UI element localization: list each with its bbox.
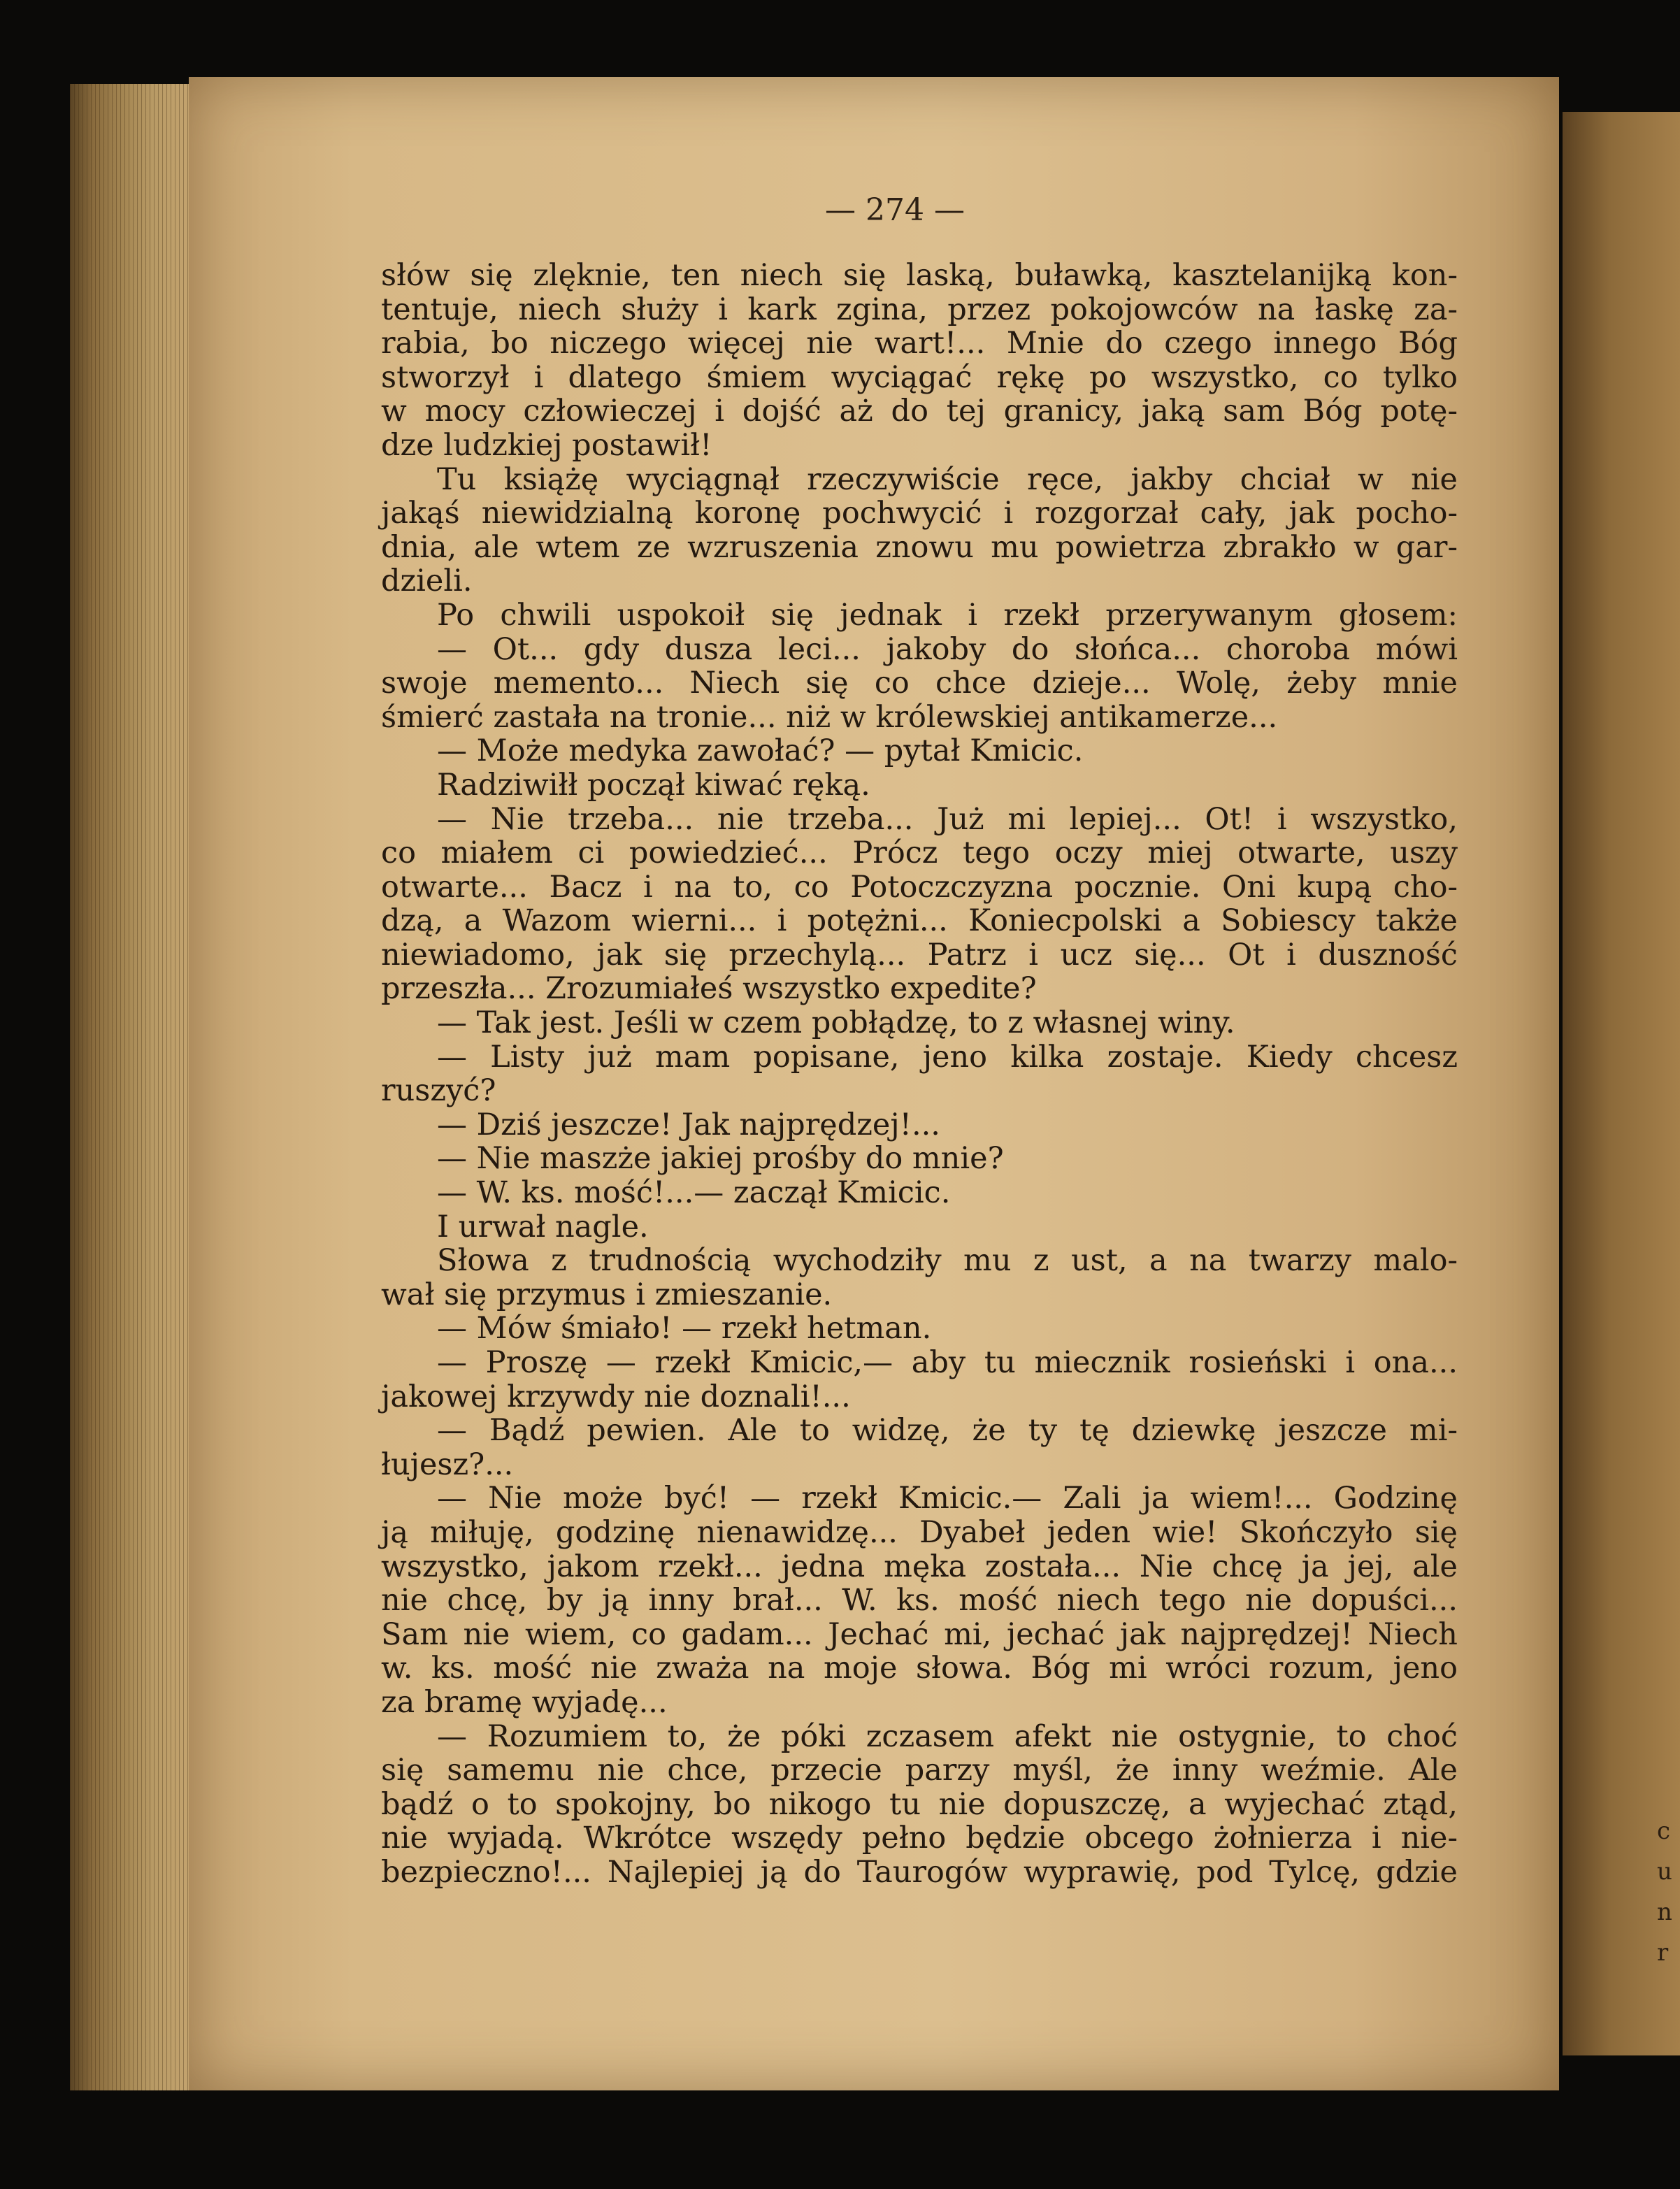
text-line: wał się przymus i zmieszanie. — [381, 1277, 833, 1312]
text-line: — Rozumiem to, że póki zczasem afekt nie ostygnie, to choć — [437, 1718, 1458, 1754]
text-line: — Tak jest. Jeśli w czem pobłądzę, to z własnej winy. — [437, 1005, 1235, 1041]
text-line: nie chcę, by ją inny brał... W. ks. mość niech tego nie dopuści... — [381, 1583, 1458, 1619]
page-number: — 274 — — [825, 192, 965, 228]
text-line: — Listy już mam popisane, jeno kilka zostaje. Kiedy chcesz — [437, 1039, 1458, 1075]
adjacent-page — [1563, 112, 1680, 2055]
text-line: jakąś niewidzialną koronę pochwycić i rozgorzał cały, jak pocho- — [381, 496, 1458, 531]
text-line: się samemu nie chce, przecie parzy myśl, że inny weźmie. Ale — [381, 1753, 1458, 1788]
text-line: nie wyjadą. Wkrótce wszędy pełno będzie obcego żołnierza i nie- — [381, 1821, 1458, 1856]
text-line: otwarte... Bacz i na to, co Potoczczyzna pocznie. Oni kupą cho- — [381, 869, 1458, 905]
text-line: I urwał nagle. — [437, 1209, 649, 1244]
text-line: Po chwili uspokoił się jednak i rzekł przerywanym głosem: — [437, 597, 1458, 633]
text-line: — Mów śmiało! — rzekł hetman. — [437, 1311, 932, 1347]
page-text — [381, 259, 1458, 1890]
text-line: dzą, a Wazom wierni... i potężni... Koniecpolski a Sobiescy także — [381, 903, 1458, 939]
text-line: ją miłuję, godzinę nienawidzę... Dyabeł jeden wie! Skończyło się — [381, 1514, 1458, 1550]
text-line: w mocy człowieczej i dojść aż do tej granicy, jaką sam Bóg potę- — [381, 394, 1458, 429]
text-line: dze ludzkiej postawił! — [381, 427, 712, 463]
adjacent-page-letter: c — [1657, 1817, 1671, 1845]
text-line: wszystko, jakom rzekł... jedna męka została... Nie chcę ja jej, ale — [381, 1549, 1458, 1584]
text-line: niewiadomo, jak się przechylą... Patrz i ucz się... Ot i duszność — [381, 937, 1458, 973]
text-line: ruszyć? — [381, 1073, 496, 1109]
text-line: przeszła... Zrozumiałeś wszystko expedite? — [381, 971, 1037, 1007]
left-page-edges — [70, 84, 189, 2090]
text-line: — Dziś jeszcze! Jak najprędzej!... — [437, 1107, 940, 1142]
text-line: Słowa z trudnością wychodziły mu z ust, a na twarzy malo- — [437, 1243, 1458, 1279]
text-line: dnia, ale wtem ze wzruszenia znowu mu powietrza zbrakło w gar- — [381, 529, 1458, 565]
adjacent-page-letter: r — [1657, 1939, 1669, 1967]
adjacent-page-letter: n — [1657, 1898, 1672, 1926]
text-line: co miałem ci powiedzieć... Prócz tego oczy miej otwarte, uszy — [381, 835, 1458, 871]
text-line: śmierć zastała na tronie... niż w królewskiej antikamerze... — [381, 699, 1278, 735]
text-line: Radziwiłł począł kiwać ręką. — [437, 767, 870, 803]
text-line: za bramę wyjadę... — [381, 1684, 668, 1720]
text-line: Tu książę wyciągnął rzeczywiście ręce, jakby chciał w nie — [437, 461, 1458, 497]
text-line: swoje memento... Niech się co chce dzieje... Wolę, żeby mnie — [381, 666, 1458, 701]
text-line: Sam nie wiem, co gadam... Jechać mi, jechać jak najprędzej! Niech — [381, 1616, 1458, 1652]
text-line: słów się zlęknie, ten niech się laską, buławką, kasztelanijką kon- — [381, 258, 1458, 293]
adjacent-page-letter: u — [1657, 1858, 1672, 1886]
text-line: w. ks. mość nie zważa na moje słowa. Bóg mi wróci rozum, jeno — [381, 1651, 1458, 1686]
text-line: — Nie maszże jakiej prośby do mnie? — [437, 1141, 1004, 1177]
text-line: rabia, bo niczego więcej nie wart!... Mnie do czego innego Bóg — [381, 326, 1458, 361]
text-line: łujesz?... — [381, 1447, 514, 1482]
text-line: — Nie może być! — rzekł Kmicic.— Zali ja wiem!... Godzinę — [437, 1481, 1458, 1516]
text-line: — Bądź pewien. Ale to widzę, że ty tę dziewkę jeszcze mi- — [437, 1413, 1458, 1449]
adjacent-page-text — [1657, 1811, 1678, 1973]
text-line: — Ot... gdy dusza leci... jakoby do słońca... choroba mówi — [437, 631, 1458, 667]
text-line: jakowej krzywdy nie doznali!... — [381, 1379, 851, 1414]
text-line: tentuje, niech służy i kark zgina, przez pokojowców na łaskę za- — [381, 292, 1458, 327]
text-line: — Proszę — rzekł Kmicic,— aby tu miecznik rosieński i ona... — [437, 1345, 1458, 1380]
text-line: — Nie trzeba... nie trzeba... Już mi lepiej... Ot! i wszystko, — [437, 801, 1458, 837]
text-line: — W. ks. mość!...— zaczął Kmicic. — [437, 1175, 951, 1211]
text-line: bezpieczno!... Najlepiej ją do Taurogów wyprawię, pod Tylcę, gdzie — [381, 1854, 1458, 1890]
text-line: stworzył i dlatego śmiem wyciągać rękę po wszystko, co tylko — [381, 359, 1458, 395]
text-line: dzieli. — [381, 564, 473, 599]
text-line: — Może medyka zawołać? — pytał Kmicic. — [437, 733, 1084, 769]
text-line: bądź o to spokojny, bo nikogo tu nie dopuszczę, a wyjechać ztąd, — [381, 1786, 1458, 1822]
